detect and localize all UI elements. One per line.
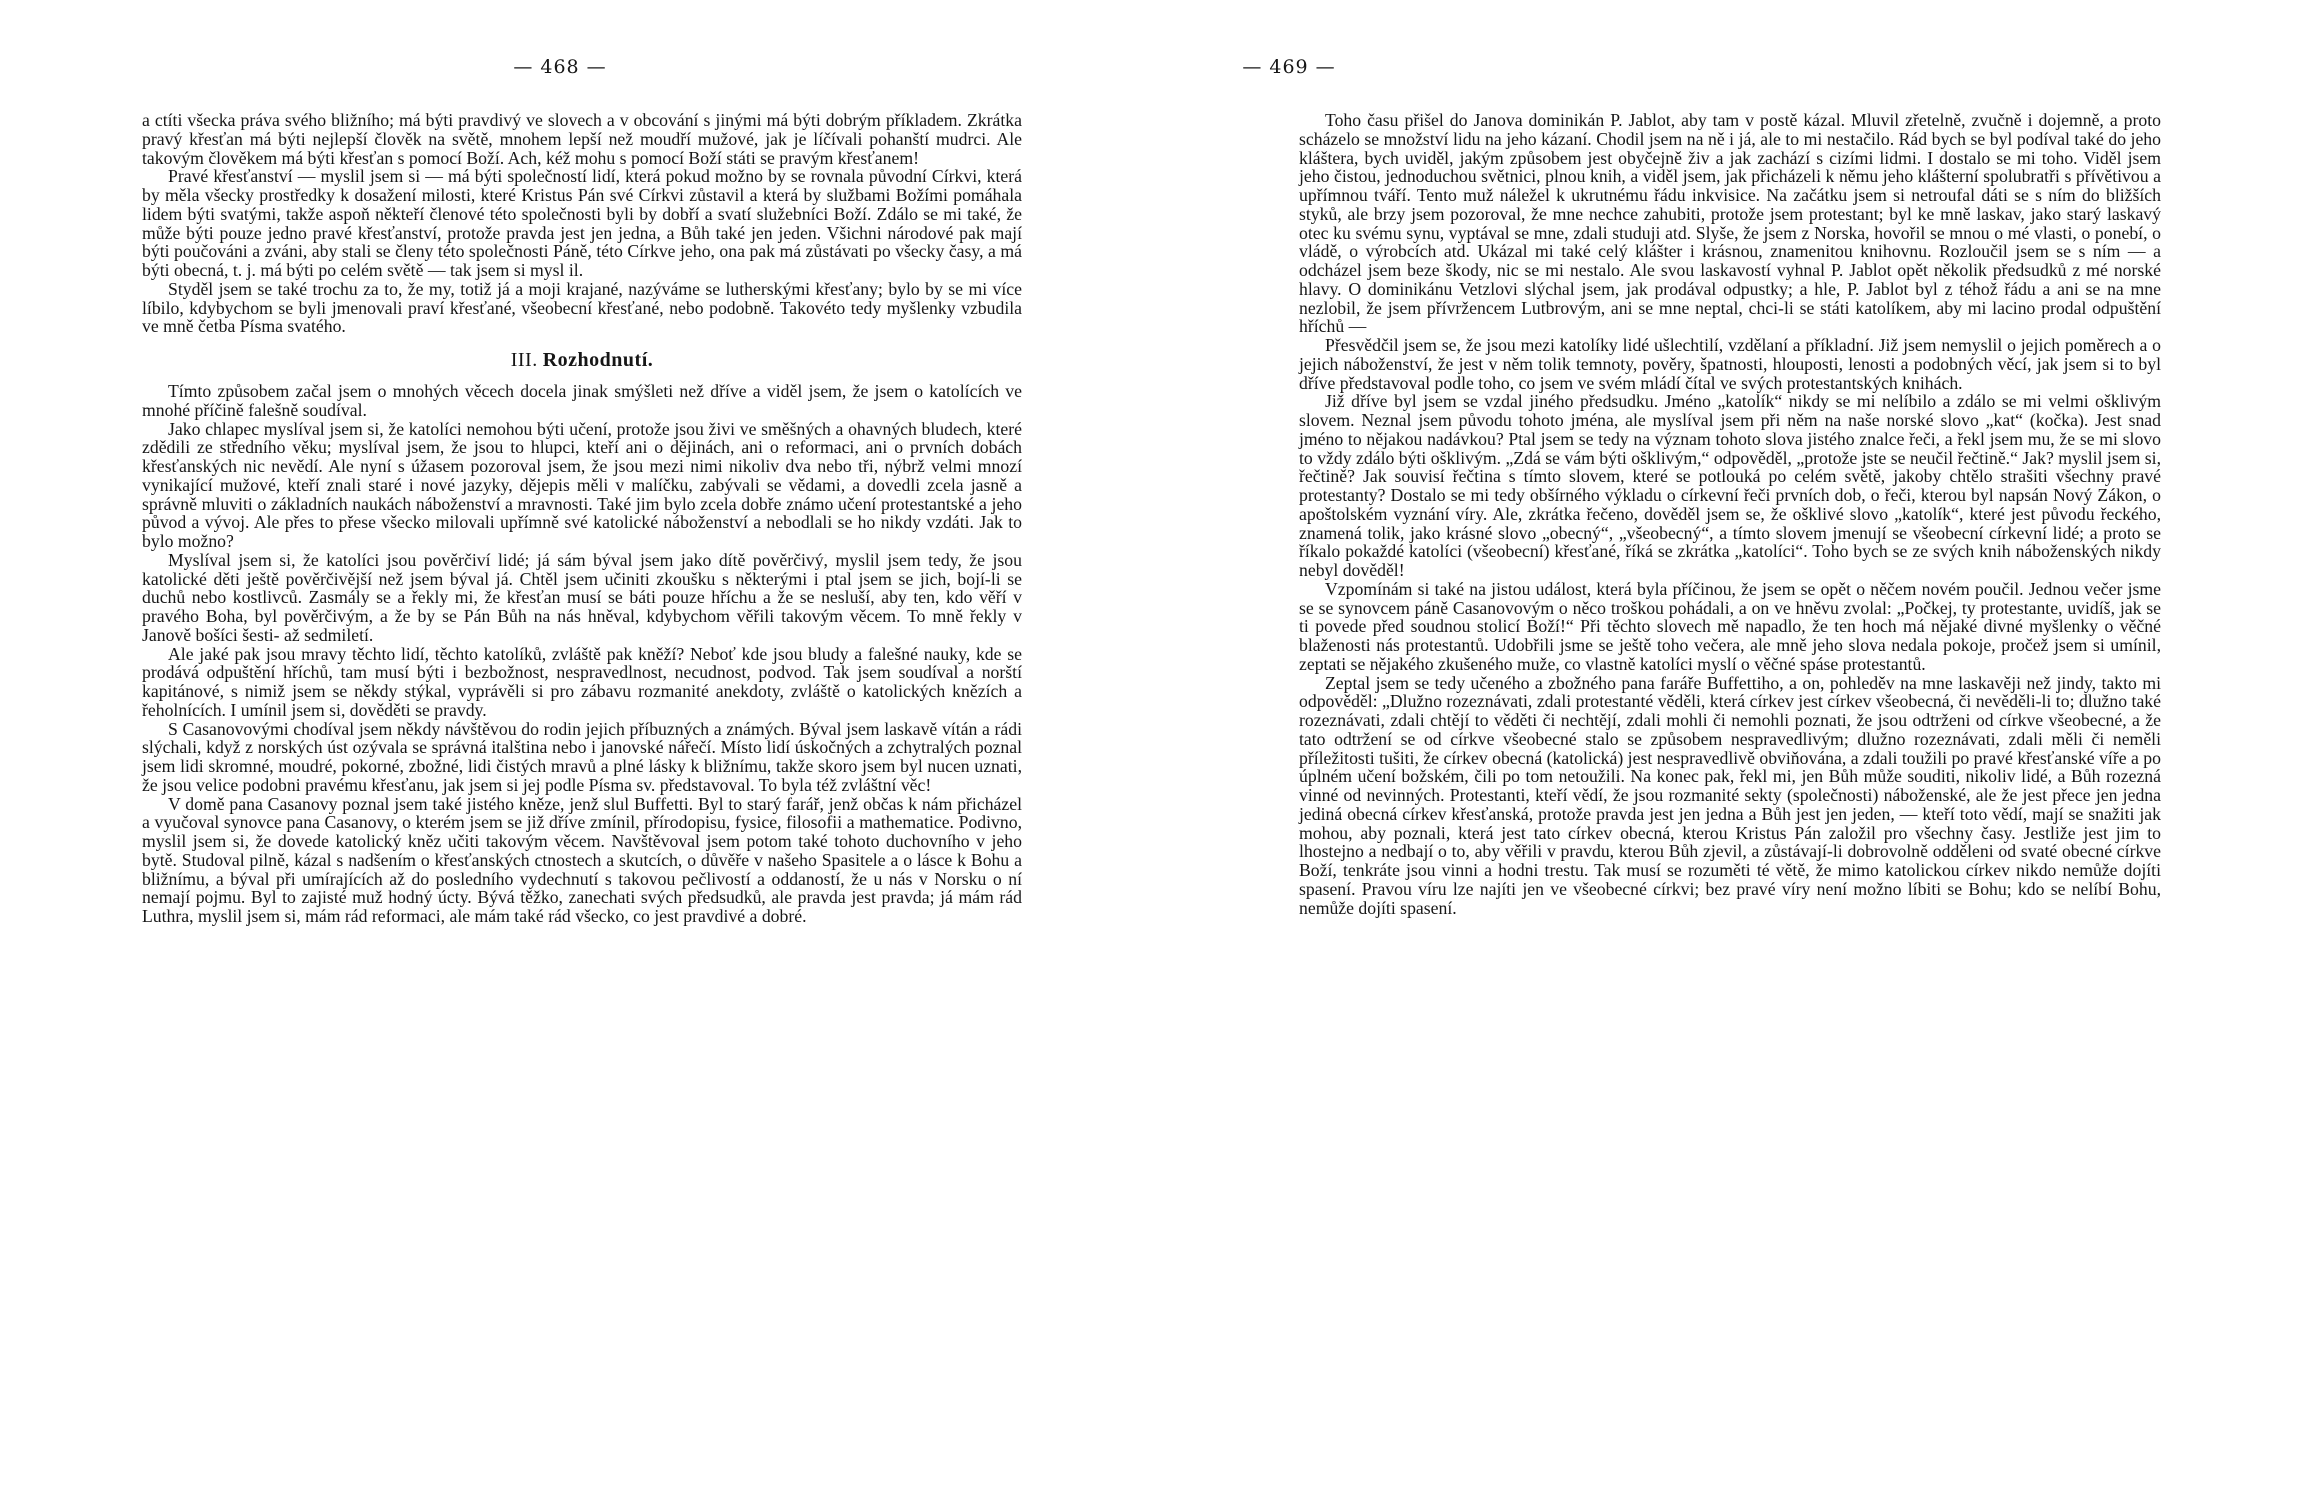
paragraph: Přesvědčil jsem se, že jsou mezi katolíky lidé ušlechtilí, vzdělaní a příkladní. Již jsem nemyslil o jejich poměrech a o jejich náboženství, že jest v něm tolik temnoty, pověry, špatnosti, hlouposti, lenosti a podobných věcí, jak jsem si to byl dříve představoval podle toho, co jsem ve svém mládí čítal ve svých protestantských knihách. xyxy=(1299,335,2161,393)
paragraph: Toho času přišel do Janova dominikán P. Jablot, aby tam v postě kázal. Mluvil zřetelně, zvučně i dojemně, a proto scházelo se množství lidu na jeho kázaní. Chodil jsem na ně i já, ale to mi nestačilo. Rád bych se byl podíval také do jeho kláštera, bych uviděl, jakým způsobem jest obyčejně živ a jak zachází s cizími lidmi. I dostalo se mi toho. Viděl jsem jeho čistou, jednoduchou světnici, plnou knih, a viděl jsem, jak přicházeli k němu jeho klášterní spolubratři s přívětivou a upřímnou tváří. Tento muž náležel k ukrutnému řádu inkvisice. Na začátku jsem si netroufal dáti se s ním do bližších styků, ale brzy jsem pozoroval, že mne nechce zahubiti, protože jsem protestant; byl ke mně laskav, jako starý laskavý otec ku svému synu, vyptával se mne, zdali studuji atd. Slyše, že jsem z Norska, hovořil se mnou o mé vlasti, o ponebí, o vládě, o výrobcích atd. Ukázal mi také celý klášter i krásnou, znamenitou knihovnu. Rozloučil jsem se s ním — a odcházel jsem beze škody, nic se mi nestalo. Ale svou laskavostí vyhnal P. Jablot opět několik předsudků z mé norské hlavy. O dominikánu Vetzlovi slýchal jsem, jak prodával odpustky; a hle, P. Jablot byl z téhož řádu a ani se na mne nezlobil, že jsem přívržencem Lutbrovým, ani se mne neptal, chci-li se státi katolíkem, aby mi lacino prodal odpuštění hříchů — xyxy=(1299,110,2161,337)
page-number: — 469 — xyxy=(1242,56,1336,78)
paragraph: S Casanovovými chodíval jsem někdy návštěvou do rodin jejich příbuzných a známých. Býval jsem laskavě vítán a rádi slýchali, když z norských úst ozývala se správná italština nebo i janovské nářečí. Místo lidí úskočných a zchytralých poznal jsem lidi skromné, moudré, pokorné, zbožné, lidi čistých mravů a plné lásky k bližnímu, takže skoro jsem byl nucen uznati, že jsou velice podobni pravému křesťanu, jak jsem si jej podle Písma sv. představoval. To byla též zvláštní věc! xyxy=(142,718,1022,795)
section-title: Rozhodnutí. xyxy=(542,349,654,371)
left-text-block xyxy=(142,111,1022,926)
paragraph: Jako chlapec myslíval jsem si, že katolíci nemohou býti učení, protože jsou živi ve směšných a ohavných bludech, které zdědili ze středního věku; myslíval jsem, že jsou to hlupci, kteří ani o dějinách, ani o reformaci, ani o prvních dobách křesťanských nic nevědí. Ale nyní s úžasem pozoroval jsem, že jsou mezi nimi nikoliv dva nebo tři, nýbrž velmi mnozí vynikající mužové, kteří znali staré i nové jazyky, dějepis měli v malíčku, zabývali se vědami, a dovedli zcela jasně a správně mluviti o základních naukách náboženství a mravnosti. Také jim bylo zcela dobře známo učení protestantské a jeho původ a vývoj. Ale přes to přese všecko milovali upřímně své katolické náboženství a nebodlali se ho nikdy vzdáti. Jak to bylo možno? xyxy=(142,418,1022,551)
paragraph: a ctíti všecka práva svého bližního; má býti pravdivý ve slovech a v obcování s jinými má býti dobrým příkladem. Zkrátka pravý křesťan má býti nejlepší člověk na světě, mnohem lepší než moudří mužové, jak je líčívali pohanští mudrci. Ale takovým člověkem má býti křesťan s pomocí Boží. Ach, kéž mohu s pomocí Boží státi se pravým křesťanem! xyxy=(142,110,1022,168)
paragraph: Zeptal jsem se tedy učeného a zbožného pana faráře Buffettiho, a on, pohleděv na mne laskavěji než jindy, takto mi odpověděl: „Dlužno rozeznávati, zdali protestanté věděli, která církev jest církev všeobecná, či nevěděli-li to; dlužno také rozeznávati, zdali chtějí to věděti či nechtějí, zdali mohli či nemohli poznati, že jsou odtrženi od církve všeobecné, a že tato odtržení se od církve všeobecné stalo se způsobem nespravedlivým; dlužno rozeznávati, zdali měli či neměli příležitosti tušiti, že církev obecná (katolická) jest nespravedlivě obviňována, a zdali toužili po pravé křesťanské víře a po úplném učení božském, čili po tom netoužili. Na konec pak, řekl mi, jen Bůh může souditi, nikoliv lidé, a Bůh rozezná vinné od nevinných. Protestanti, kteří vědí, že jsou rozmanité sekty (společnosti) náboženské, ale že jest přece jen jedna jediná obecná církev křesťanská, protože pravda jest jen jedna a Bůh jest jen jeden, — kteří toto vědí, mají se snažiti jak mohou, aby poznali, která jest tato církev obecná, kterou Kristus Pán založil pro všechny časy. Jestliže jest jim to lhostejno a nedbají o to, aby věřili v pravdu, kterou Bůh zjevil, a zůstávají-li dobrovolně odděleni od svaté obecné církve Boží, tenkráte jsou vinni a hodni trestu. Tak musí se rozuměti té větě, že mimo katolickou církev nikdo nemůže dojíti spasení. Pravou víru lze najíti jen ve všeobecné církvi; bez pravé víry není možno líbiti se Bohu; kdo se nelíbí Bohu, nemůže dojíti spasení. xyxy=(1299,672,2161,918)
paragraph: Styděl jsem se také trochu za to, že my, totiž já a moji krajané, nazýváme se lutherskými křesťany; bylo by se mi více líbilo, kdybychom se byli jmenovali praví křesťané, všeobecní křesťané, nebo podobně. Takovéto tedy myšlenky vzbudila ve mně četba Písma svatého. xyxy=(142,278,1022,337)
section-number: III. xyxy=(510,349,538,371)
right-text-block xyxy=(1299,111,2161,917)
paragraph: Myslíval jsem si, že katolíci jsou pověrčiví lidé; já sám býval jsem jako dítě pověrčivý, myslil jsem tedy, že jsou katolické děti ještě pověrčivější než jsem býval já. Chtěl jsem učiniti zkoušku s některými i ptal jsem se jich, bojí-li se duchů nebo kostlivců. Zasmály se a řekly mi, že křesťan musí se báti pouze hříchu a že se nesluší, aby ten, kdo věří v pravého Boha, byl pověrčivým, a že by se Pán Bůh na nás hněval, kdybychom věřili takovým věcem. To mně řekly v Janově bošíci šesti- až sedmiletí. xyxy=(142,549,1022,645)
paragraph: Již dříve byl jsem se vzdal jiného předsudku. Jméno „katolík“ nikdy se mi nelíbilo a zdálo se mi velmi ošklivým slovem. Neznal jsem původu tohoto jména, ale myslíval jsem při něm na naše norské slovo „kat“ (kočka). Jest snad jméno to nějakou nadávkou? Ptal jsem se tedy na význam tohoto slova jistého znalce řeči, a řekl jsem mu, že se mi slovo to vždy zdálo býti ošklivým. „Zdá se vám býti ošklivým,“ odpověděl, „protože jste se neučil řečtině.“ Jak? myslil jsem si, řečtině? Jak souvisí řečtina s tímto slovem, které se potlouká po celém světě, jakoby chtělo strašiti všechny pravé protestanty? Dostalo se mi tedy obšírného výkladu o církevní řeči prvních dob, o řeči, kterou byl napsán Nový Zákon, o apoštolském vyznání víry. Ale, zkrátka řečeno, dověděl jsem se, že ošklivé slovo „katolík“, které jest původu řeckého, znamená tolik, jako krásné slovo „obecný“, „všeobecný“, a tímto slovem jmenují se všeobecní církevní lidé; a proto se říkalo pokaždé katolíci (všeobecní) křesťané, říká se zkrátka „katolíci“. Toho bych se ze svých knih náboženských nikdy nebyl dověděl! xyxy=(1299,391,2161,580)
paragraph: Vzpomínám si také na jistou událost, která byla příčinou, že jsem se opět o něčem novém poučil. Jednou večer jsme se se synovcem páně Casanovovým o něco troškou pohádali, a on ve hněvu zvolal: „Počkej, ty protestante, uvidíš, jak se ti povede před soudnou stolicí Boží!“ Při těchto slovech mě napadlo, že ten hoch má nějaké divné myšlenky o věčné blaženosti nás protestantů. Udobřili jsme se ještě toho večera, ale mně jeho slova nedala pokoje, pročež jsem si umínil, zeptati se nějakého zkušeného muže, co vlastně katolíci myslí o věčné spáse protestantů. xyxy=(1299,578,2161,674)
paragraph: Pravé křesťanství — myslil jsem si — má býti společností lidí, která pokud možno by se rovnala původní Církvi, která by měla všecky prostředky k dosažení milosti, které Kristus Pán své Církvi zůstavil a která by službami Božími pomáhala lidem býti svatými, takže aspoň někteří členové této společnosti byli by dobří a svatí služebníci Boží. Zdálo se mi také, že může býti pouze jedno pravé křesťanství, protože pravda jest jen jedna, a Bůh také jen jeden. Všichni národové pak mají býti poučováni a zváni, aby stali se členy této společnosti Páně, této Církve jeho, ona pak má zůstávati po všecky časy, a má býti obecná, t. j. má býti po celém světě — tak jsem si mysl il. xyxy=(142,166,1022,280)
right-page xyxy=(1149,0,2298,1500)
paragraph: Ale jaké pak jsou mravy těchto lidí, těchto katolíků, zvláště pak kněží? Neboť kde jsou bludy a falešné nauky, kde se prodává odpuštění hříchů, tam musí býti i bezbožnost, nespravedlnost, necudnost, podvod. Tak jsem soudíval a norští kapitánové, s nimiž jsem se někdy stýkal, vyprávěli si pro zábavu rozmanité anekdoty, zvláště o katolických knězích a řeholnících. I umínil jsem si, dověděti se pravdy. xyxy=(142,643,1022,720)
section-heading xyxy=(142,348,1022,372)
paragraph: Tímto způsobem začal jsem o mnohých věcech docela jinak smýšleti než dříve a viděl jsem, že jsem o katolících ve mnohé příčině falešně soudíval. xyxy=(142,381,1022,420)
paragraph: V domě pana Casanovy poznal jsem také jistého kněze, jenž slul Buffetti. Byl to starý farář, jenž občas k nám přicházel a vyučoval synovce pana Casanovy, o kterém jsem se již dříve zmínil, přírodopisu, fysice, filosofii a mathematice. Podivno, myslil jsem si, že dovede katolický kněz učiti takovým věcem. Navštěvoval jsem potom také tohoto duchovního v jeho bytě. Studoval pilně, kázal s nadšením o křesťanských ctnostech a skutcích, o důvěře v našeho Spasitele a o lásce k Bohu a bližnímu, a býval při umírajících až do posledního vydechnutí s takovou pečlivostí a oddaností, že u nás v Norsku o ní nemají pojmu. Byl to zajisté muž hodný úcty. Bývá těžko, zanechati svých předsudků, ale pravda jest pravda; já mám rád Luthra, myslil jsem si, mám rád reformaci, ale mám také rád všecko, co jest pravdivé a dobré. xyxy=(142,793,1022,926)
page-number: — 468 — xyxy=(513,56,607,78)
